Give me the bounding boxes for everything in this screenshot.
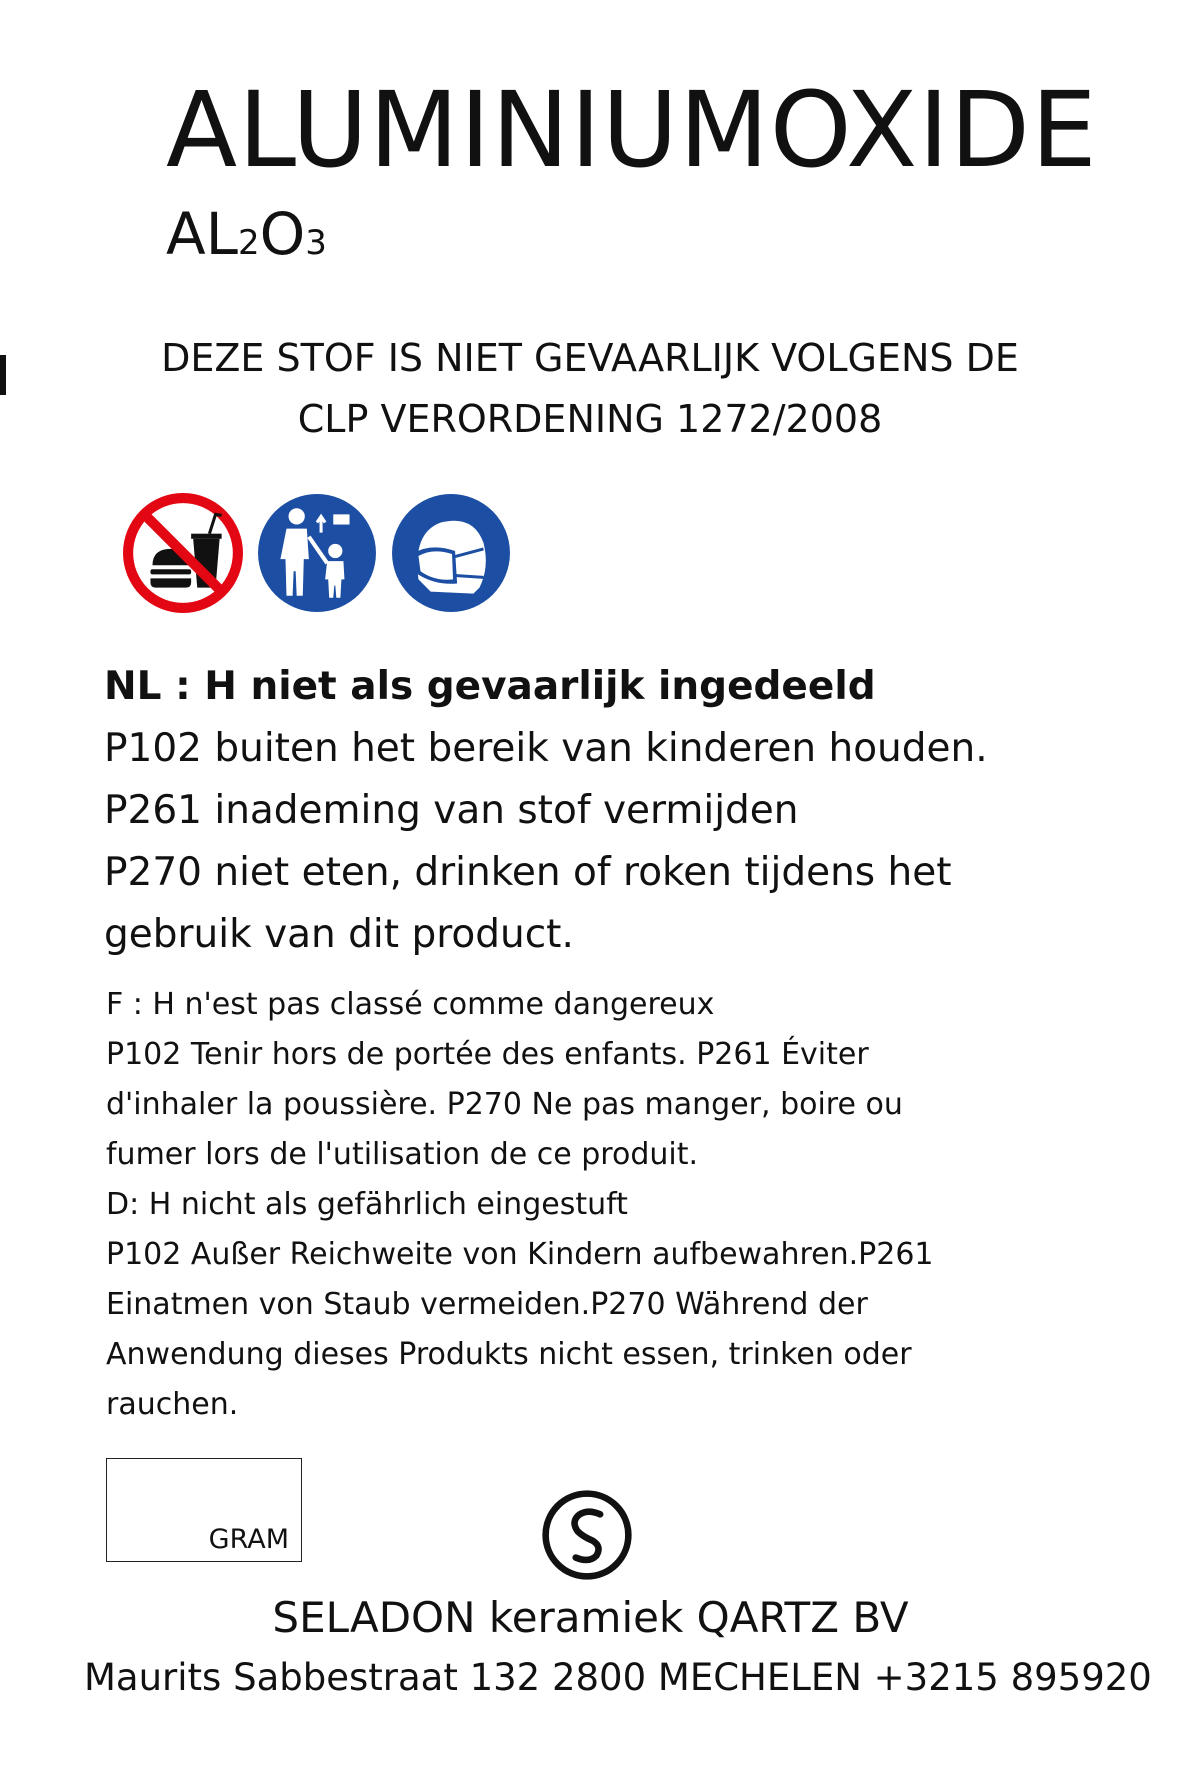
clp-notice-line: DEZE STOF IS NIET GEVAARLIJK VOLGENS DE	[161, 336, 1019, 380]
dutch-statement-line: gebruik van dit product.	[104, 912, 574, 957]
company-name: SELADON keramiek QARTZ BV	[272, 1593, 909, 1642]
fr-de-statement-line: P102 Außer Reichweite von Kindern aufbewahren.P261	[106, 1237, 934, 1272]
formula-o: O	[259, 200, 306, 268]
fr-de-statement-line: D: H nicht als gefährlich eingestuft	[106, 1187, 628, 1222]
fr-de-statement-line: d'inhaler la poussière. P270 Ne pas manger, boire ou	[106, 1087, 903, 1122]
formula-sub-3: 3	[305, 223, 327, 263]
fr-de-statement-line: fumer lors de l'utilisation de ce produit.	[106, 1137, 699, 1172]
clp-notice-line: CLP VERORDENING 1272/2008	[297, 397, 883, 441]
fr-de-statement-line: Einatmen von Staub vermeiden.P270 Während der	[106, 1287, 868, 1322]
left-edge-mark	[0, 355, 6, 395]
chemical-formula	[166, 200, 327, 268]
clp-notice	[110, 328, 1070, 450]
wear-dust-mask-icon	[390, 492, 512, 614]
safety-pictograms	[122, 492, 512, 614]
dutch-statements	[104, 656, 1144, 966]
dutch-statement-line: P261 inademing van stof vermijden	[104, 788, 799, 833]
fr-de-statement-line: F : H n'est pas classé comme dangereux	[106, 987, 715, 1022]
product-title: ALUMINIUMOXIDE	[166, 69, 1098, 191]
dutch-hazard-heading: NL : H niet als gevaarlijk ingedeeld	[104, 664, 876, 709]
weight-box	[106, 1458, 302, 1562]
seladon-s-logo-icon	[540, 1488, 634, 1582]
fr-de-statement-line: P102 Tenir hors de portée des enfants. P261 Éviter	[106, 1037, 869, 1072]
weight-unit-label: GRAM	[208, 1524, 289, 1555]
formula-sub-2: 2	[238, 223, 260, 263]
keep-away-from-children-icon	[256, 492, 378, 614]
fr-de-statement-line: rauchen.	[106, 1387, 239, 1422]
fr-de-statement-line: Anwendung dieses Produkts nicht essen, trinken oder	[106, 1337, 912, 1372]
company-address: Maurits Sabbestraat 132 2800 MECHELEN +3215 895920	[84, 1656, 1152, 1699]
french-german-statements	[106, 980, 1106, 1430]
no-eating-drinking-icon	[122, 492, 244, 614]
dutch-statement-line: P270 niet eten, drinken of roken tijdens het	[104, 850, 952, 895]
dutch-statement-line: P102 buiten het bereik van kinderen houden.	[104, 726, 988, 771]
formula-al: AL	[166, 200, 238, 268]
